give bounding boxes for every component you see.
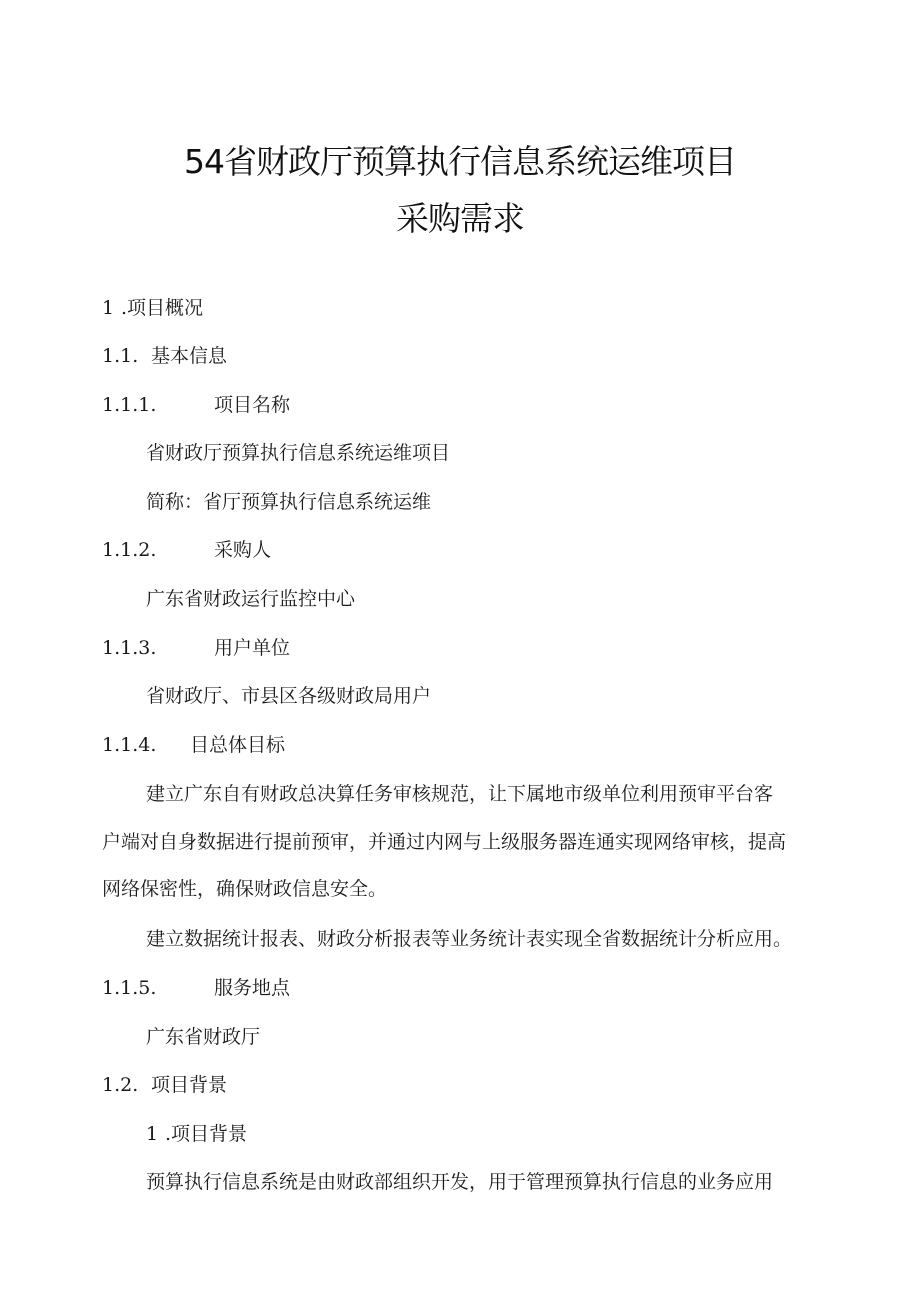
subsection-number: 1 (146, 1123, 159, 1145)
document-title-line1: 54省财政厅预算执行信息系统运维项目 (184, 142, 736, 181)
service-location-text: 广东省财政厅 (146, 1026, 261, 1048)
section-1-1-number: 1.1. (102, 345, 139, 367)
section-1-1-5-heading: 服务地点 (214, 977, 291, 999)
section-1-1-3-heading: 用户单位 (214, 637, 291, 659)
section-1-1-1-heading: 项目名称 (214, 394, 291, 416)
section-1-heading: .项目概况 (121, 297, 204, 319)
goal-paragraph-line2: 户端对自身数据进行提前预审，并通过内网与上级服务器连通实现网络审核，提高 (102, 831, 787, 853)
document-title-line2: 采购需求 (396, 199, 524, 238)
section-1-1-2-heading: 采购人 (214, 539, 272, 561)
user-unit-text: 省财政厅、市县区各级财政局用户 (146, 685, 432, 707)
goal-paragraph-line3: 网络保密性，确保财政信息安全。 (102, 878, 388, 900)
section-1-1-heading: 基本信息 (151, 345, 228, 367)
goal-paragraph-2: 建立数据统计报表、财政分析报表等业务统计表实现全省数据统计分析应用。 (146, 928, 793, 950)
section-1-2-number: 1.2. (102, 1074, 139, 1096)
goal-paragraph-line1: 建立广东自有财政总决算任务审核规范，让下属地市级单位利用预审平台客 (146, 783, 774, 805)
section-1-1-3-number: 1.1.3. (102, 637, 157, 659)
project-short-name-text: 简称：省厅预算执行信息系统运维 (146, 491, 432, 513)
background-paragraph: 预算执行信息系统是由财政部组织开发，用于管理预算执行信息的业务应用 (146, 1171, 774, 1193)
section-1-1-2-number: 1.1.2. (102, 539, 157, 561)
section-1-1-4-number: 1.1.4. (102, 734, 157, 756)
section-1-1-5-number: 1.1.5. (102, 977, 157, 999)
subsection-heading: .项目背景 (165, 1123, 248, 1145)
project-name-text: 省财政厅预算执行信息系统运维项目 (146, 442, 451, 464)
section-1-2-heading: 项目背景 (151, 1074, 228, 1096)
purchaser-text: 广东省财政运行监控中心 (146, 588, 356, 610)
section-1-1-1-number: 1.1.1. (102, 394, 157, 416)
section-1-1-4-heading: 目总体目标 (190, 734, 286, 756)
section-1-number: 1 (102, 297, 115, 319)
